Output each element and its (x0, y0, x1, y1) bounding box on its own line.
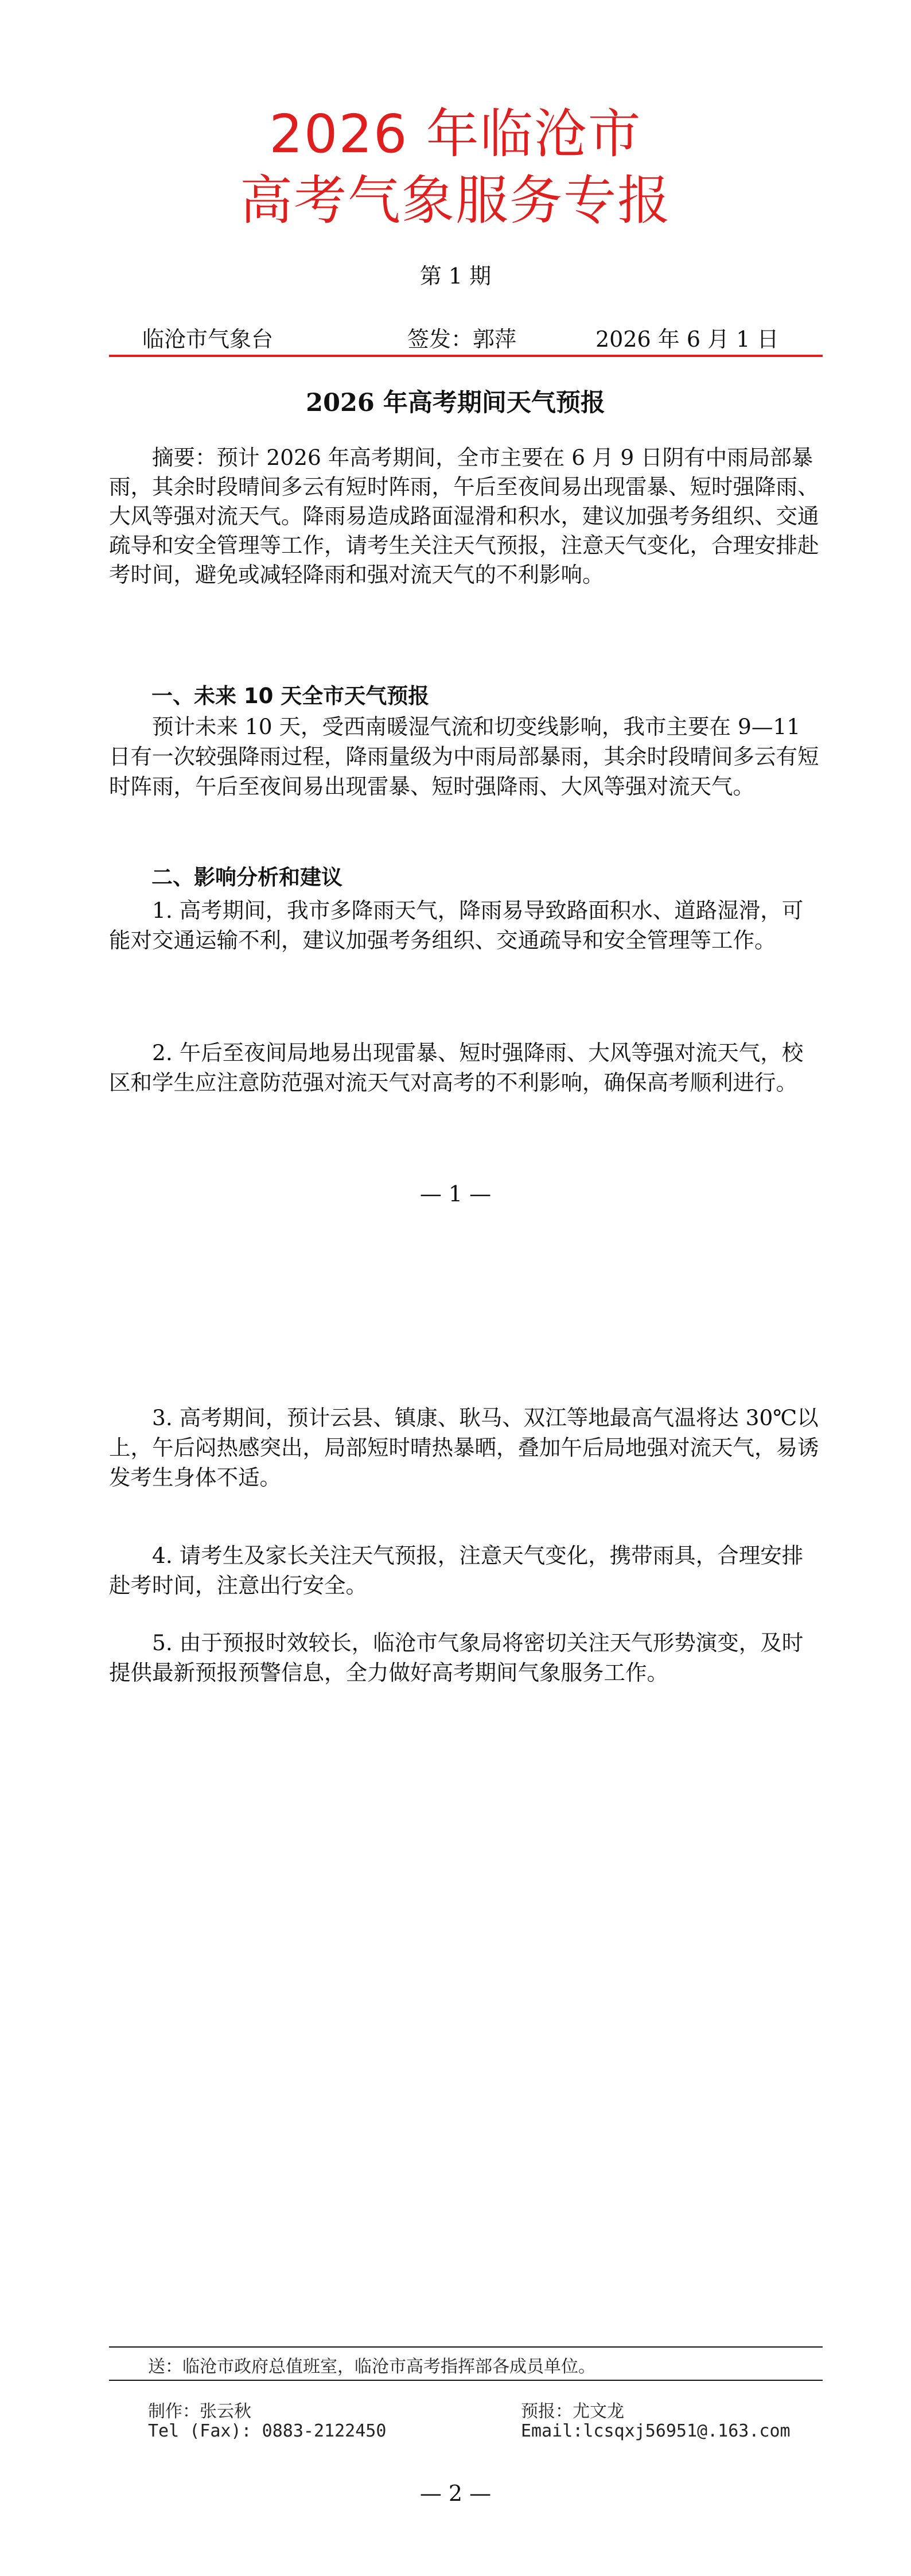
summary-paragraph: 摘要：预计 2026 年高考期间，全市主要在 6 月 9 日阴有中雨局部暴雨，其余时段晴间多云有短时阵雨，午后至夜间易出现雷暴、短时强降雨、大风等强对流天气。降雨易造成路面湿滑和积水，建议加强考务组织、交通疏导和安全管理等工作，请考生关注天气预报，注意天气变化，合理安排赴考时间，避免或减轻降雨和强对流天气的不利影响。 (109, 445, 819, 587)
page-number-2: — 2 — (419, 2481, 492, 2506)
section-heading-advice: 二、影响分析和建议 (151, 865, 342, 890)
masthead-title-line2: 高考气象服务专报 (239, 170, 671, 231)
advice-item-3: 3. 高考期间，预计云县、镇康、耿马、双江等地最高气温将达 30℃以上，午后闷热感突出，局部短时晴热暴晒，叠加午后局地强对流天气，易诱发考生身体不适。 (109, 1405, 819, 1490)
red-rule (109, 355, 823, 357)
advice-item-1: 1. 高考期间，我市多降雨天气，降雨易导致路面积水、道路湿滑，可能对交通运输不利，建议加强考务组织、交通疏导和安全管理等工作。 (109, 898, 804, 953)
section-heading-forecast: 一、未来 10 天全市天气预报 (151, 684, 430, 708)
distribution-list: 送：临沧市政府总值班室，临沧市高考指挥部各成员单位。 (148, 2357, 595, 2377)
footer-forecaster: 预报：尤文龙 (521, 2402, 624, 2422)
issue-date: 2026 年 6 月 1 日 (595, 327, 779, 352)
footer-rule-top (109, 2346, 823, 2348)
issuing-org: 临沧市气象台 (142, 327, 274, 352)
masthead-title-line1: 2026 年临沧市 (269, 103, 642, 165)
footer-rule-middle (109, 2380, 823, 2381)
advice-item-4: 4. 请考生及家长关注天气预报，注意天气变化，携带雨具，合理安排赴考时间，注意出行安全。 (109, 1543, 804, 1598)
issue-number: 第 1 期 (419, 263, 492, 289)
document-title: 2026 年高考期间天气预报 (306, 389, 605, 417)
footer-maker: 制作：张云秋 (148, 2402, 251, 2422)
footer-email: Email:lcsqxj56951@.163.com (521, 2421, 791, 2441)
advice-item-2: 2. 午后至夜间局地易出现雷暴、短时强降雨、大风等强对流天气，校区和学生应注意防范强对流天气对高考的不利影响，确保高考顺利进行。 (109, 1040, 804, 1095)
signer: 签发：郭萍 (407, 327, 517, 352)
footer-tel: Tel (Fax): 0883-2122450 (148, 2421, 387, 2441)
advice-item-5: 5. 由于预报时效较长，临沧市气象局将密切关注天气形势演变，及时提供最新预报预警信息，全力做好高考期间气象服务工作。 (109, 1630, 804, 1685)
info-bar (125, 321, 791, 354)
page-number-1: — 1 — (419, 1181, 492, 1206)
forecast-paragraph: 预计未来 10 天，受西南暖湿气流和切变线影响，我市主要在 9—11 日有一次较强降雨过程，降雨量级为中雨局部暴雨，其余时段晴间多云有短时阵雨，午后至夜间易出现雷暴、短时强降雨、大风等强对流天气。 (109, 714, 819, 799)
